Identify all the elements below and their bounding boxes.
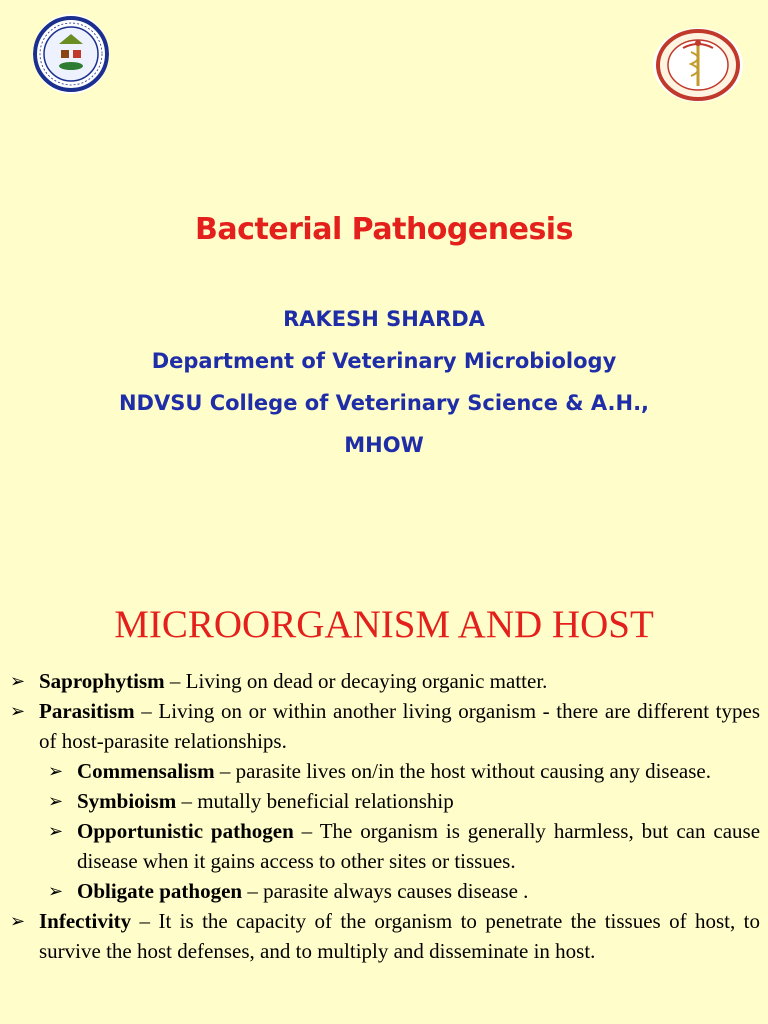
college-emblem-logo: [653, 28, 743, 102]
bullet-infectivity: [10, 906, 760, 966]
author-name: RAKESH SHARDA: [283, 307, 485, 331]
bullet-text: – parasite lives on/in the host without causing any disease.: [214, 759, 711, 783]
bullet-term: Opportunistic pathogen: [77, 819, 294, 843]
bullet-obligate-pathogen: [48, 876, 760, 906]
arrow-bullet-icon: ➢: [10, 671, 26, 691]
bullet-text: – The organism is generally harmless, but can cause disease when it gains access to other sites or tissues.: [77, 819, 761, 873]
bullet-term: Commensalism: [77, 759, 215, 783]
content-slide: [0, 580, 768, 1024]
bullet-text: – Living on dead or decaying organic matter.: [164, 669, 548, 693]
bullet-symbioism: [48, 786, 760, 816]
university-seal-logo: [33, 14, 109, 94]
bullet-text: – mutally beneficial relationship: [176, 789, 454, 813]
bullet-text: – parasite always causes disease .: [242, 879, 529, 903]
bullet-term: Infectivity: [39, 909, 132, 933]
bullet-term: Saprophytism: [39, 669, 165, 693]
department-name: Department of Veterinary Microbiology: [151, 349, 617, 373]
arrow-bullet-icon: ➢: [48, 821, 64, 841]
bullet-term: Symbioism: [77, 789, 177, 813]
arrow-bullet-icon: ➢: [48, 881, 64, 901]
arrow-bullet-icon: ➢: [48, 791, 64, 811]
bullet-parasitism: [10, 696, 760, 756]
arrow-bullet-icon: ➢: [10, 911, 26, 931]
presentation-title: Bacterial Pathogenesis: [195, 212, 573, 247]
bullet-term: Parasitism: [39, 699, 135, 723]
arrow-bullet-icon: ➢: [10, 701, 26, 721]
bullet-term: Obligate pathogen: [77, 879, 243, 903]
bullet-commensalism: [48, 756, 760, 786]
college-name: NDVSU College of Veterinary Science & A.H.,: [118, 391, 650, 415]
bullet-opportunistic-pathogen: [48, 816, 760, 876]
bullet-text: – Living on or within another living organism - there are different types of host-parasite relationships.: [39, 699, 760, 753]
bullet-saprophytism: [10, 666, 760, 696]
slide-title: MICROORGANISM AND HOST: [114, 603, 654, 646]
city-name: MHOW: [344, 433, 424, 457]
arrow-bullet-icon: ➢: [48, 761, 64, 781]
bullet-text: – It is the capacity of the organism to penetrate the tissues of host, to survive the host defenses, and to multiply and disseminate in host.: [39, 909, 760, 963]
bullet-list: [10, 666, 760, 966]
author-block: [0, 298, 768, 466]
